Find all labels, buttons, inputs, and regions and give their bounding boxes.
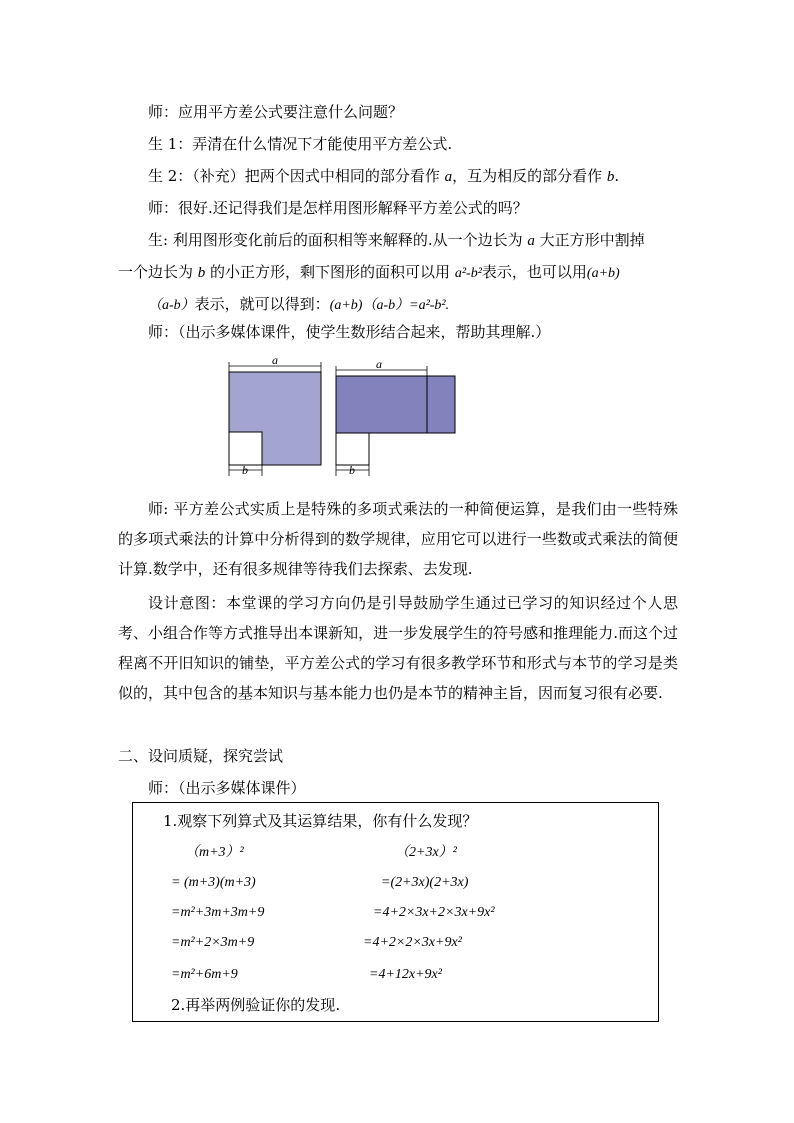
section-heading: 二、设问质疑，探究尝试 [118, 747, 284, 765]
dialogue-line-8: 师：（出示多媒体课件，使学生数形结合起来，帮助其理解.） [148, 323, 551, 341]
text: 表示，也可以用 [481, 263, 587, 281]
text: . [614, 167, 620, 185]
long-rectangle [336, 376, 427, 433]
exercise-box [132, 802, 659, 1022]
moved-strip [427, 376, 455, 433]
text: 生: 利用图形变化前后的面积相等来解释的.从一个边长为 [148, 231, 528, 249]
right-step-1: （2+3x）² [395, 845, 457, 860]
text: 表示，就可以得到： [194, 295, 330, 313]
right-step-3: =4+2×3x+2×3x+9x² [373, 905, 495, 920]
paragraph-design-intent: 设计意图：本堂课的学习方向仍是引导鼓励学生通过已学习的知识经过个人思考、小组合作等方式推导出本课新知，进一步发展学生的符号感和推理能力.而这个过程离不开旧知识的铺垫，平方差公式的学习有很多教学环节和形式与本节的学习是类似的，其中包含的基本知识与基本能力也仍是本节的精神主旨，因而复习很有必要. [118, 594, 678, 702]
formula: a²-b² [454, 266, 482, 281]
var-b: b [606, 169, 615, 185]
left-step-1: （m+3）² [185, 845, 244, 860]
figure-right [336, 357, 455, 477]
formula: (a+b) [586, 266, 620, 281]
var-b: b [197, 265, 206, 281]
small-square [229, 432, 262, 465]
right-step-2: =(2+3x)(2+3x) [381, 875, 469, 890]
dialogue-line-2: 生 1：弄清在什么情况下才能使用平方差公式. [148, 135, 453, 153]
right-step-5: =4+12x+9x² [369, 967, 442, 982]
dialogue-line-1: 师：应用平方差公式要注意什么问题？ [148, 103, 404, 121]
label-a: a [376, 357, 382, 371]
left-step-5: =m²+6m+9 [171, 967, 238, 982]
left-step-4: =m²+2×3m+9 [171, 935, 255, 950]
text: 生 2：（补充）把两个因式中相同的部分看作 [148, 167, 445, 185]
var-a: a [444, 169, 453, 185]
label-b: b [349, 463, 355, 477]
right-step-4: =4+2×2×3x+9x² [363, 935, 462, 950]
question-2: 2.再举两例验证你的发现. [171, 996, 341, 1014]
text: 的小正方形，剩下图形的面积可以用 [205, 263, 455, 281]
var-a: a [527, 233, 535, 249]
left-step-3: =m²+3m+3m+9 [171, 905, 265, 920]
teacher-line: 师：（出示多媒体课件） [148, 779, 306, 797]
text: ，互为相反的部分看作 [452, 167, 607, 185]
label-a: a [272, 353, 278, 367]
question-1: 1.观察下列算式及其运算结果，你有什么发现？ [163, 812, 478, 830]
paragraph-summary: 师: 平方差公式实质上是特殊的多项式乘法的一种简便运算，是我们由一些特殊的多项式乘法的计算中分析得到的数学规律，应用它可以进行一些数或式乘法的简便计算.数学中，还有很多规律等待我们去探索、去发现. [118, 500, 678, 578]
label-b: b [242, 463, 248, 477]
formula: (a+b)（a-b）=a²-b². [329, 298, 450, 313]
left-step-2: = (m+3)(m+3) [171, 875, 256, 890]
small-square [336, 433, 369, 465]
formula: （a-b） [148, 298, 195, 313]
text: 大正方形中割掉 [534, 231, 645, 249]
figure-left [229, 353, 321, 477]
dialogue-line-4: 师：很好.还记得我们是怎样用图形解释平方差公式的吗？ [148, 199, 528, 217]
text: 一个边长为 [118, 263, 198, 281]
